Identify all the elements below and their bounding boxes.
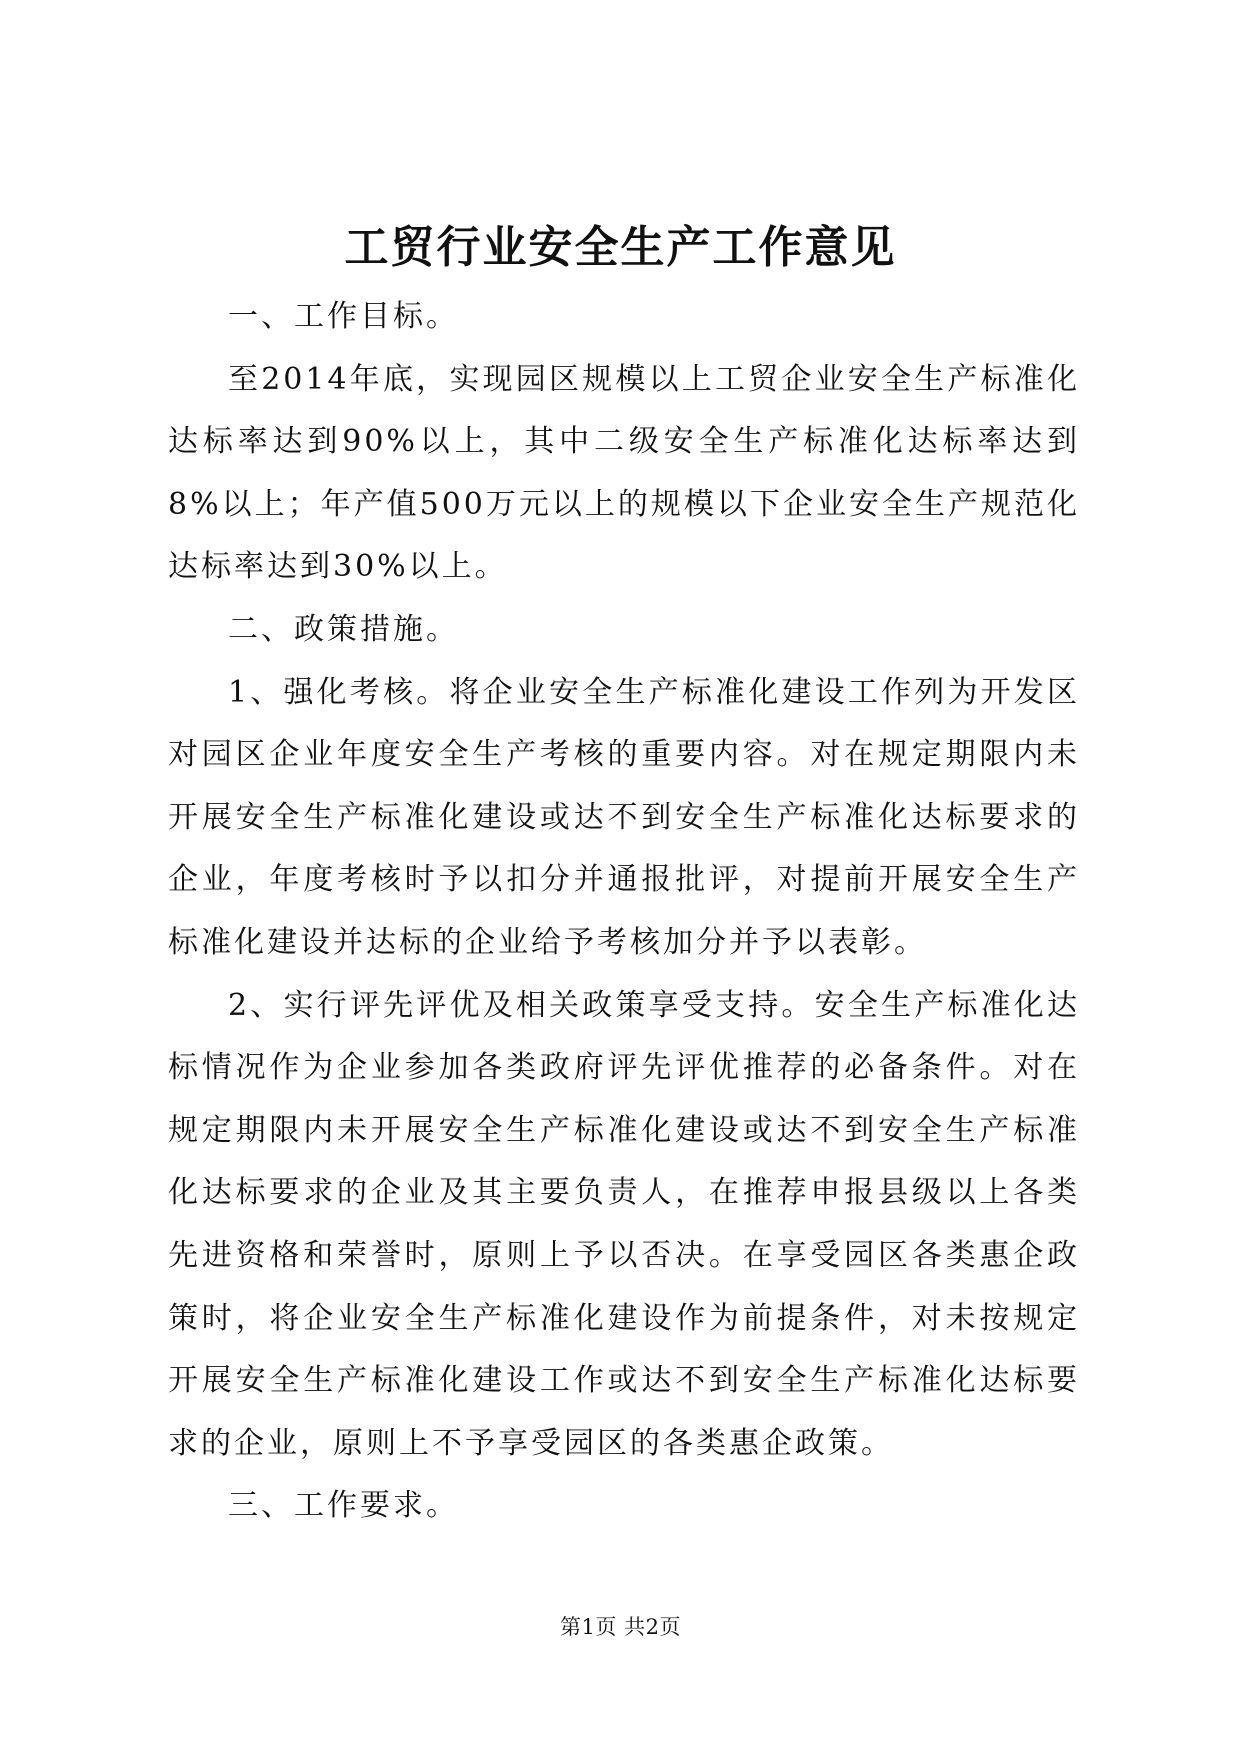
document-body: [168, 286, 1080, 1538]
section-heading-requirements: 三、工作要求。: [228, 1488, 459, 1524]
section-heading-measures: 二、政策措施。: [228, 611, 459, 647]
paragraph-assessment: 1、强化考核。将企业安全生产标准化建设工作列为开发区对园区企业年度安全生产考核的重要内容。对在规定期限内未开展安全生产标准化建设或达不到安全生产标准化达标要求的企业，年度考核时予以扣分并通报批评，对提前开展安全生产标准化建设并达标的企业给予考核加分并予以表彰。: [168, 674, 1080, 960]
page-number: 第1页 共2页: [560, 1615, 681, 1639]
paragraph-policy-support: 2、实行评先评优及相关政策享受支持。安全生产标准化达标情况作为企业参加各类政府评先评优推荐的必备条件。对在规定期限内未开展安全生产标准化建设或达不到安全生产标准化达标要求的企业及其主要负责人，在推荐申报县级以上各类先进资格和荣誉时，原则上予以否决。在享受园区各类惠企政策时，将企业安全生产标准化建设作为前提条件，对未按规定开展安全生产标准化建设工作或达不到安全生产标准化达标要求的企业，原则上不予享受园区的各类惠企政策。: [168, 987, 1080, 1461]
document-title: 工贸行业安全生产工作意见: [344, 222, 897, 273]
paragraph-goals: 至2014年底，实现园区规模以上工贸企业安全生产标准化达标率达到90%以上，其中二级安全生产标准化达标率达到8%以上；年产值500万元以上的规模以下企业安全生产规范化达标率达到30%以上。: [168, 361, 1080, 585]
section-heading-goals: 一、工作目标。: [228, 299, 459, 334]
